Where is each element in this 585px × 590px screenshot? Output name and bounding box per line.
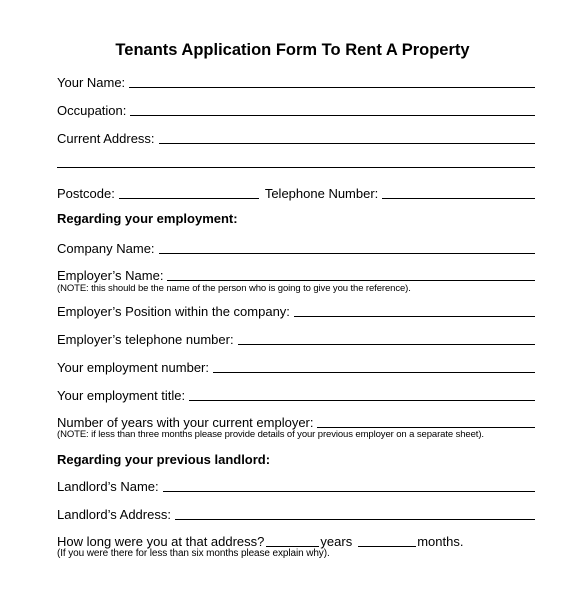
employer-note: (NOTE: this should be the name of the person who is going to give you the reference).: [57, 283, 411, 294]
employer-telephone-label: Employer’s telephone number:: [57, 332, 234, 347]
employer-name-row: [57, 267, 535, 283]
employment-number-label: Your employment number:: [57, 360, 209, 375]
postcode-label: Postcode:: [57, 186, 115, 201]
how-long-note: (If you were there for less than six months please explain why).: [57, 548, 330, 559]
current-address-row: [57, 130, 535, 146]
landlord-name-row: [57, 478, 535, 494]
employment-title-field[interactable]: [189, 389, 535, 401]
employer-name-label: Employer’s Name:: [57, 268, 164, 283]
current-address-field[interactable]: [159, 132, 535, 144]
company-name-row: [57, 240, 535, 256]
employer-position-row: [57, 303, 535, 319]
landlord-name-label: Landlord’s Name:: [57, 479, 159, 494]
employment-heading: Regarding your employment:: [57, 211, 238, 226]
employer-telephone-row: [57, 331, 535, 347]
telephone-field[interactable]: [382, 187, 535, 199]
landlord-address-field[interactable]: [175, 508, 535, 520]
how-long-row: [57, 533, 535, 549]
how-long-years-field[interactable]: [266, 535, 319, 547]
current-address-field-line-2[interactable]: [57, 167, 535, 168]
years-note: (NOTE: if less than three months please provide details of your previous employer on a separate sheet).: [57, 429, 484, 440]
company-name-field[interactable]: [159, 242, 535, 254]
months-label: months.: [417, 534, 464, 549]
employment-title-row: [57, 387, 535, 403]
years-with-employer-field[interactable]: [317, 416, 535, 428]
employment-number-field[interactable]: [213, 361, 535, 373]
landlord-name-field[interactable]: [163, 480, 535, 492]
how-long-label: How long were you at that address?: [57, 534, 265, 549]
telephone-label: Telephone Number:: [264, 186, 379, 201]
your-name-field[interactable]: [129, 76, 535, 88]
occupation-label: Occupation:: [57, 103, 127, 118]
employer-position-field[interactable]: [294, 305, 535, 317]
postcode-telephone-row: [57, 185, 535, 201]
employment-number-row: [57, 359, 535, 375]
years-with-employer-row: [57, 414, 535, 430]
occupation-field[interactable]: [130, 104, 535, 116]
current-address-label: Current Address:: [57, 131, 155, 146]
employer-name-field[interactable]: [167, 269, 535, 281]
landlord-address-label: Landlord’s Address:: [57, 507, 171, 522]
employer-telephone-field[interactable]: [238, 333, 535, 345]
years-with-employer-label: Number of years with your current employer:: [57, 415, 314, 430]
your-name-label: Your Name:: [57, 75, 126, 90]
years-label: years: [320, 534, 353, 549]
postcode-field[interactable]: [119, 187, 259, 199]
landlord-heading: Regarding your previous landlord:: [57, 452, 271, 467]
occupation-row: [57, 102, 535, 118]
how-long-months-field[interactable]: [358, 535, 416, 547]
employment-title-label: Your employment title:: [57, 388, 186, 403]
your-name-row: [57, 74, 535, 90]
form-title: Tenants Application Form To Rent A Property: [115, 41, 470, 59]
landlord-address-row: [57, 506, 535, 522]
employer-position-label: Employer’s Position within the company:: [57, 304, 290, 319]
company-name-label: Company Name:: [57, 241, 155, 256]
